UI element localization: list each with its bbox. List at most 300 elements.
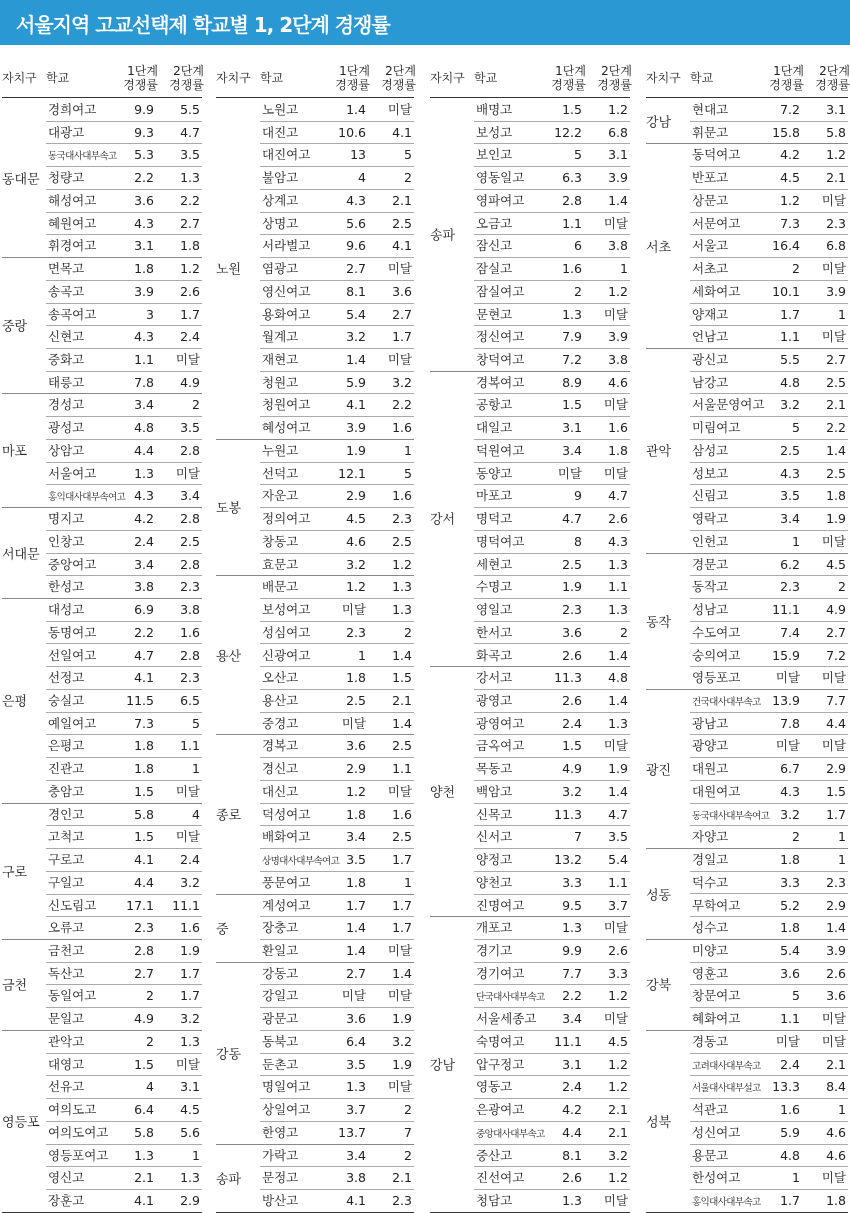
round2-rate: 미달 — [175, 1056, 200, 1072]
round2-rate: 1 — [192, 761, 200, 777]
round2-rate: 1.4 — [826, 920, 846, 936]
round1-rate: 3.2 — [562, 783, 582, 799]
round1-rate: 1.4 — [346, 352, 366, 368]
round1-rate: 2.3 — [134, 920, 154, 936]
round2-rate: 7 — [404, 1124, 412, 1140]
round1-rate: 2.5 — [562, 556, 582, 572]
district-name: 영등포 — [2, 1115, 40, 1131]
round2-rate: 6.8 — [826, 238, 846, 254]
round1-rate: 3.8 — [134, 579, 154, 595]
round1-rate: 4.1 — [346, 1193, 366, 1209]
school-name: 단국대사대부속고 — [476, 992, 545, 1004]
round1-rate: 4.3 — [780, 783, 800, 799]
round2-rate: 5.8 — [826, 124, 846, 140]
school-name: 화곡고 — [476, 647, 513, 663]
table-row — [260, 871, 414, 894]
round2-rate: 3.2 — [608, 1147, 628, 1163]
round1-rate: 7.7 — [562, 965, 582, 981]
round1-rate: 1.5 — [134, 1056, 154, 1072]
table-row — [46, 484, 202, 507]
school-name: 대원고 — [692, 761, 729, 777]
table-header — [430, 60, 630, 98]
table-row — [474, 553, 630, 577]
table-row — [690, 712, 848, 736]
table-row — [474, 166, 630, 190]
school-name: 장훈고 — [48, 1193, 85, 1209]
round2-rate: 3.2 — [392, 374, 412, 390]
round1-rate: 2.7 — [346, 261, 366, 277]
round1-rate: 3.6 — [346, 1011, 366, 1027]
round1-rate: 15.8 — [772, 124, 800, 140]
round2-rate: 3.9 — [608, 329, 628, 345]
round2-rate: 1 — [838, 306, 846, 322]
round2-rate: 2.5 — [392, 738, 412, 754]
table-row — [260, 1121, 414, 1144]
round2-rate: 5.6 — [180, 1124, 200, 1140]
round1-rate: 1 — [358, 647, 366, 663]
round2-rate: 1.9 — [826, 511, 846, 527]
school-name: 덕수고 — [692, 874, 729, 890]
round1-rate: 8.9 — [562, 374, 582, 390]
round2-rate: 5 — [404, 147, 412, 163]
table-row — [690, 234, 848, 258]
round1-rate: 1.4 — [346, 102, 366, 117]
round1-rate: 3.9 — [134, 283, 154, 299]
school-name: 한서고 — [476, 624, 513, 640]
table-row — [46, 1075, 202, 1099]
school-name: 건국대사대부속고 — [692, 696, 761, 708]
table-row — [46, 507, 202, 531]
round1-rate: 3.5 — [346, 1056, 366, 1072]
round2-rate: 1.4 — [608, 783, 628, 799]
round2-rate: 2.5 — [392, 215, 412, 231]
round1-rate: 2.9 — [346, 488, 366, 504]
table-row — [46, 371, 202, 394]
table-row — [260, 1007, 414, 1031]
round2-rate: 1.2 — [826, 147, 846, 163]
round2-rate: 3.3 — [608, 965, 628, 981]
round2-rate: 2.9 — [826, 761, 846, 777]
round1-rate: 5 — [792, 420, 800, 436]
district-group — [646, 553, 848, 690]
table-row — [260, 1189, 414, 1212]
round1-rate: 1.6 — [562, 261, 582, 277]
table-row — [260, 894, 414, 918]
round2-rate: 7.2 — [826, 647, 846, 663]
table-row — [260, 484, 414, 508]
school-name: 중앙대사대부속고 — [476, 1128, 545, 1140]
round2-rate: 4.7 — [608, 806, 628, 822]
school-name: 금옥여고 — [476, 738, 525, 754]
round2-rate: 1.1 — [180, 738, 200, 754]
table-row — [474, 803, 630, 827]
table-row — [46, 825, 202, 849]
table-row — [474, 780, 630, 804]
table-row — [690, 757, 848, 781]
table-row — [690, 984, 848, 1008]
round2-rate: 3.5 — [180, 420, 200, 436]
district-group — [216, 962, 414, 1145]
table-row — [260, 666, 414, 690]
school-name: 성보고 — [692, 465, 729, 481]
district-group — [2, 98, 202, 258]
school-name: 경동고 — [692, 1033, 729, 1049]
table-row — [690, 939, 848, 963]
school-name: 광남고 — [692, 715, 729, 731]
round2-rate: 1.6 — [180, 624, 200, 640]
round1-rate: 4.9 — [562, 761, 582, 777]
round1-rate: 1.9 — [562, 579, 582, 595]
round1-rate: 3.7 — [346, 1102, 366, 1118]
table-row — [690, 439, 848, 463]
table-row — [260, 189, 414, 213]
round2-rate: 미달 — [603, 306, 628, 322]
school-name: 휘문고 — [692, 124, 729, 140]
school-name: 염광고 — [262, 261, 299, 277]
school-name: 세현고 — [476, 556, 513, 572]
table-row — [46, 439, 202, 463]
round2-rate: 2.1 — [608, 1102, 628, 1118]
school-name: 동양고 — [476, 465, 513, 481]
school-name: 동국대사대부속고 — [48, 151, 117, 163]
school-name: 동덕여고 — [692, 147, 741, 163]
round2-rate: 미달 — [387, 1079, 412, 1095]
district-group — [646, 939, 848, 1031]
school-name: 혜원여고 — [48, 215, 97, 231]
table-row — [260, 984, 414, 1008]
table-row — [260, 1030, 414, 1054]
round2-rate: 2.3 — [826, 874, 846, 890]
district-name: 강동 — [216, 1047, 242, 1063]
table-row — [474, 303, 630, 327]
round2-rate: 2.3 — [392, 1193, 412, 1209]
school-name: 미양고 — [692, 943, 729, 958]
round1-rate: 4 — [358, 170, 366, 186]
round1-rate: 2.6 — [562, 692, 582, 708]
round2-rate: 4.6 — [826, 1124, 846, 1140]
school-name: 동명여고 — [48, 624, 97, 640]
school-name: 창동고 — [262, 533, 299, 549]
district-name: 노원 — [216, 262, 242, 278]
round1-rate: 4.8 — [780, 1147, 800, 1163]
school-name: 태릉고 — [48, 374, 85, 390]
school-name: 영훈고 — [692, 965, 729, 981]
table-row — [46, 757, 202, 781]
round1-rate: 4.1 — [346, 397, 366, 413]
school-name: 정의여고 — [262, 511, 311, 527]
school-name: 덕원여고 — [476, 442, 525, 458]
round2-rate: 4.5 — [608, 1033, 628, 1049]
school-name: 상암고 — [48, 442, 85, 458]
round2-rate: 1.4 — [392, 965, 412, 981]
school-name: 영신여고 — [262, 283, 311, 299]
school-name: 구로고 — [48, 852, 85, 868]
round1-rate: 12.2 — [554, 124, 582, 140]
round2-rate: 3.5 — [180, 147, 200, 163]
school-name: 효문고 — [262, 556, 299, 572]
school-name: 중화고 — [48, 352, 85, 368]
header-round2: 2단계 경쟁률 — [597, 64, 632, 92]
school-name: 명덕고 — [476, 511, 513, 527]
round2-rate: 4.5 — [180, 1102, 200, 1118]
district-name: 성동 — [646, 888, 672, 904]
table-row — [690, 871, 848, 895]
school-name: 방산고 — [262, 1193, 299, 1209]
round2-rate: 1.8 — [180, 238, 200, 254]
round2-rate: 3.6 — [392, 283, 412, 299]
round1-rate: 3.3 — [562, 874, 582, 890]
round2-rate: 1.5 — [826, 783, 846, 799]
round1-rate: 5.4 — [346, 306, 366, 322]
table-row — [46, 1189, 202, 1212]
round1-rate: 7.4 — [780, 624, 800, 640]
table-row — [46, 234, 202, 257]
header-school: 학교 — [474, 71, 498, 85]
school-name: 마포고 — [476, 488, 513, 504]
round1-rate: 4.3 — [134, 329, 154, 345]
round2-rate: 2 — [404, 1147, 412, 1163]
round1-rate: 4.9 — [134, 1011, 154, 1027]
school-name: 신광여고 — [262, 647, 311, 663]
school-name: 고척고 — [48, 829, 85, 845]
school-name: 광영여고 — [476, 715, 525, 731]
table-row — [474, 916, 630, 940]
school-name: 선정고 — [48, 670, 85, 686]
school-name: 명일여고 — [262, 1079, 311, 1095]
round2-rate: 3.1 — [826, 102, 846, 117]
round2-rate: 1.1 — [608, 579, 628, 595]
round2-rate: 2.8 — [180, 442, 200, 458]
round2-rate: 3.8 — [608, 352, 628, 368]
round1-rate: 2.1 — [134, 1170, 154, 1186]
table-row — [474, 530, 630, 554]
school-name: 영신고 — [48, 1170, 85, 1186]
district-name: 양천 — [430, 785, 456, 801]
school-name: 보성고 — [476, 124, 513, 140]
table-row — [260, 507, 414, 531]
school-name: 동일여고 — [48, 988, 97, 1004]
table-row — [260, 689, 414, 713]
round1-rate: 13.7 — [338, 1124, 366, 1140]
round1-rate: 5.8 — [134, 806, 154, 822]
table-row — [474, 1007, 630, 1031]
round1-rate: 4.6 — [346, 533, 366, 549]
round2-rate: 2.5 — [180, 533, 200, 549]
round1-rate: 2 — [792, 261, 800, 277]
table-row — [474, 689, 630, 713]
table-row — [474, 462, 630, 486]
table-header — [2, 60, 202, 98]
round1-rate: 1.4 — [346, 920, 366, 936]
table-row — [46, 280, 202, 304]
round2-rate: 1.9 — [180, 943, 200, 958]
round1-rate: 3.1 — [562, 420, 582, 436]
table-row — [474, 1053, 630, 1077]
table-row — [46, 621, 202, 645]
round1-rate: 5 — [792, 988, 800, 1004]
round2-rate: 2.1 — [392, 692, 412, 708]
round2-rate: 미달 — [821, 192, 846, 208]
header-district: 자치구 — [2, 71, 37, 85]
table-row — [260, 462, 414, 486]
round1-rate: 2.4 — [562, 1079, 582, 1095]
table-row — [690, 484, 848, 508]
round2-rate: 2.9 — [180, 1193, 200, 1209]
table-row — [690, 598, 848, 622]
round1-rate: 5.3 — [134, 147, 154, 163]
round2-rate: 4 — [192, 806, 200, 822]
round1-rate: 2.7 — [134, 965, 154, 981]
round2-rate: 미달 — [821, 670, 846, 686]
school-name: 문일고 — [48, 1011, 85, 1027]
round2-rate: 미달 — [821, 1011, 846, 1027]
school-name: 무학여고 — [692, 897, 741, 913]
school-name: 경문고 — [692, 556, 729, 572]
school-name: 한영고 — [262, 1124, 299, 1140]
round1-rate: 8.1 — [346, 283, 366, 299]
school-name: 진관고 — [48, 761, 85, 777]
school-name: 남강고 — [692, 374, 729, 390]
table-row — [474, 325, 630, 349]
round2-rate: 4.3 — [608, 533, 628, 549]
title-banner — [0, 0, 850, 45]
round2-rate: 1.8 — [826, 1193, 846, 1209]
round2-rate: 1.2 — [608, 988, 628, 1004]
round2-rate: 미달 — [387, 102, 412, 117]
school-name: 청담고 — [476, 1193, 513, 1209]
table-row — [690, 371, 848, 395]
table-row — [46, 848, 202, 872]
school-name: 가락고 — [262, 1147, 299, 1163]
school-name: 문현고 — [476, 306, 513, 322]
round1-rate: 미달 — [341, 715, 366, 731]
round1-rate: 1 — [792, 1170, 800, 1186]
round2-rate: 2.7 — [180, 215, 200, 231]
header-round2: 2단계 경쟁률 — [381, 64, 416, 92]
round2-rate: 1.8 — [826, 488, 846, 504]
round1-rate: 1.6 — [780, 1102, 800, 1118]
round2-rate: 5 — [404, 465, 412, 481]
table-row — [474, 734, 630, 758]
school-name: 서울문영여고 — [692, 397, 765, 413]
district-group — [646, 848, 848, 940]
round2-rate: 1.3 — [608, 715, 628, 731]
round1-rate: 3.9 — [346, 420, 366, 436]
round1-rate: 3.2 — [780, 806, 800, 822]
round1-rate: 2.2 — [562, 988, 582, 1004]
table-row — [260, 757, 414, 781]
round1-rate: 1.1 — [134, 352, 154, 368]
district-group — [646, 689, 848, 849]
table-row — [474, 1144, 630, 1168]
school-name: 광신고 — [692, 352, 729, 368]
round2-rate: 2.1 — [826, 397, 846, 413]
district-name: 동대문 — [2, 172, 40, 188]
round2-rate: 3.9 — [826, 943, 846, 958]
round1-rate: 미달 — [775, 738, 800, 754]
table-row — [46, 916, 202, 939]
school-name: 영등포여고 — [48, 1147, 109, 1163]
table-row — [690, 1007, 848, 1030]
district-group — [216, 439, 414, 576]
school-name: 대신고 — [262, 783, 299, 799]
table-row — [260, 303, 414, 327]
school-name: 서초고 — [692, 261, 729, 277]
round2-rate: 1.2 — [608, 283, 628, 299]
table-row — [690, 553, 848, 577]
round2-rate: 6.8 — [608, 124, 628, 140]
round1-rate: 3.4 — [562, 1011, 582, 1027]
school-name: 송곡고 — [48, 283, 85, 299]
school-name: 상명고 — [262, 215, 299, 231]
table-row — [46, 689, 202, 713]
school-name: 배명고 — [476, 102, 513, 117]
round1-rate: 2.7 — [346, 965, 366, 981]
round2-rate: 5 — [192, 715, 200, 731]
school-name: 진선여고 — [476, 1170, 525, 1186]
school-name: 삼성고 — [692, 442, 729, 458]
round1-rate: 미달 — [557, 465, 582, 481]
round2-rate: 미달 — [603, 465, 628, 481]
round1-rate: 5.5 — [780, 352, 800, 368]
round2-rate: 미달 — [175, 829, 200, 845]
round2-rate: 4.1 — [392, 124, 412, 140]
school-name: 배화여고 — [262, 829, 311, 845]
school-name: 신림고 — [692, 488, 729, 504]
table-row — [46, 803, 202, 827]
district-group — [646, 143, 848, 349]
round1-rate: 4.3 — [134, 488, 154, 504]
round1-rate: 4.4 — [134, 442, 154, 458]
table-row — [690, 1098, 848, 1122]
school-name: 예일여고 — [48, 715, 97, 731]
school-name: 광영고 — [476, 692, 513, 708]
round1-rate: 2 — [146, 1033, 154, 1049]
round1-rate: 17.1 — [126, 897, 154, 913]
round2-rate: 미달 — [387, 352, 412, 368]
round2-rate: 1.6 — [392, 806, 412, 822]
round2-rate: 3.2 — [180, 1011, 200, 1027]
school-name: 동작고 — [692, 579, 729, 595]
school-name: 성남고 — [692, 602, 729, 618]
round2-rate: 2.6 — [826, 965, 846, 981]
table-row — [690, 393, 848, 417]
round2-rate: 1.2 — [608, 1170, 628, 1186]
table-row — [46, 530, 202, 554]
school-name: 서문여고 — [692, 215, 741, 231]
table-row — [46, 212, 202, 236]
round1-rate: 1.9 — [346, 442, 366, 458]
round1-rate: 1.8 — [134, 738, 154, 754]
round2-rate: 1.7 — [392, 329, 412, 345]
school-name: 상계고 — [262, 192, 299, 208]
table-row — [46, 348, 202, 372]
round2-rate: 8.4 — [826, 1079, 846, 1095]
round1-rate: 1.8 — [346, 874, 366, 890]
round2-rate: 2.3 — [392, 511, 412, 527]
table-row — [690, 894, 848, 918]
round1-rate: 13 — [350, 147, 366, 163]
round1-rate: 6.4 — [134, 1102, 154, 1118]
round1-rate: 1.8 — [780, 852, 800, 868]
round2-rate: 3.4 — [180, 488, 200, 504]
school-name: 혜화여고 — [692, 1011, 741, 1027]
district-group — [216, 1144, 414, 1212]
table-row — [260, 598, 414, 622]
table-row — [46, 143, 202, 167]
header-round1: 1단계 경쟁률 — [123, 64, 158, 92]
round1-rate: 9.5 — [562, 897, 582, 913]
